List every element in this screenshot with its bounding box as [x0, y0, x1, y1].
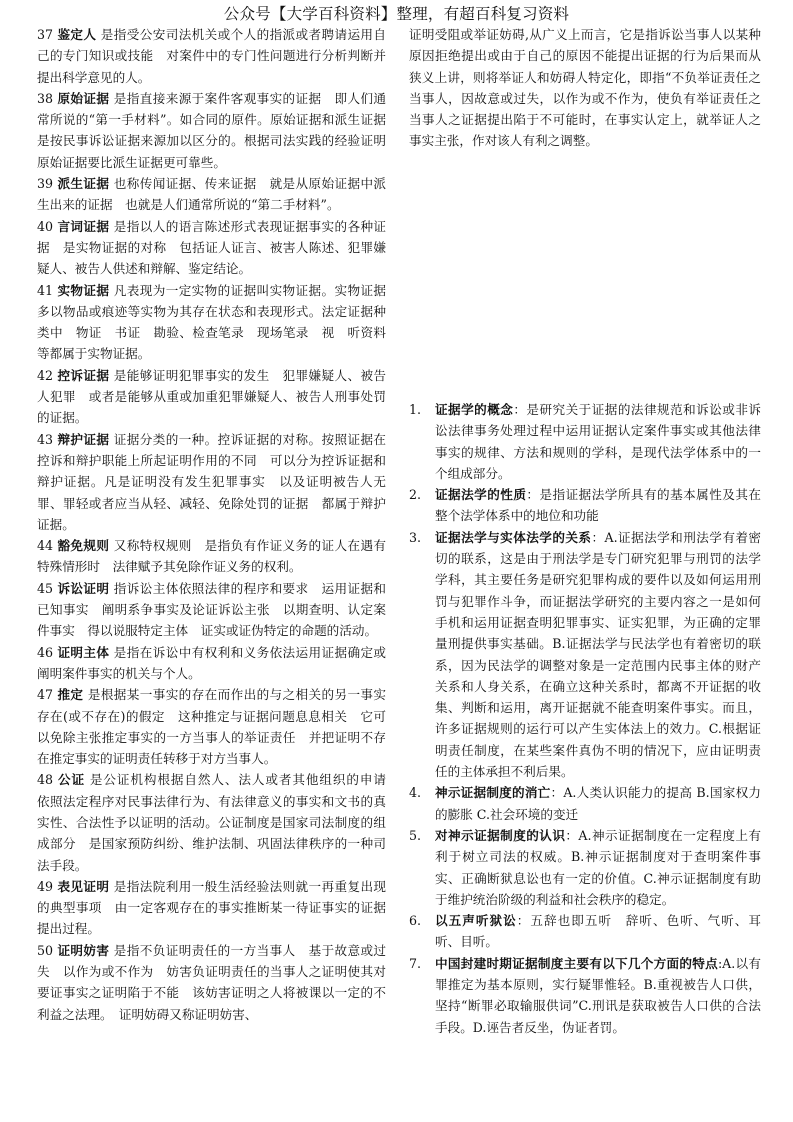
list-item	[409, 825, 761, 910]
glossary-entry	[37, 280, 386, 365]
left-column	[37, 24, 399, 1025]
entry-term: 证明妨害	[57, 942, 110, 958]
entry-term: 原始证据	[57, 90, 110, 106]
list-item-body	[435, 782, 761, 825]
entry-text: 是公证机构根据自然人、法人或者其他组织的申请 依照法定程序对民事法律行为、有法律意义的事实和文书的真实性、合法性予以证明的活动。公证制度是国家司法制度的组成部分 是国家预防纠纷、维护法制、巩固法律秩序的一种司法手段。	[37, 772, 399, 873]
entry-number: 43	[37, 431, 54, 447]
entry-number: 42	[37, 367, 54, 383]
entry-text: 指诉讼主体依照法律的程序和要求 运用证据和已知事实 阐明系争事实及论证诉讼主张 以期查明、认定案件事实 得以说服特定主体 证实或证伪特定的命题的活动。	[37, 580, 387, 639]
entry-text: 也称传闻证据、传来证据 就是从原始证据中派生出来的证据 也就是人们通常所说的“第二手材料”。	[37, 176, 387, 213]
entry-number: 37	[37, 27, 54, 42]
list-item	[409, 399, 761, 484]
list-item-text: :A.以有罪推定为基本原则，实行疑罪惟轻。B.重视被告人口供，坚持“断罪必取输服供词”C.刑讯是获取被告人口供的合法手段。D.诬告者反坐，伪证者罚。	[435, 955, 761, 1035]
entry-term: 鉴定人	[57, 27, 97, 42]
entry-term: 推定	[57, 687, 84, 703]
list-item-text: ：是指证据法学所具有的基本属性及其在整个法学体系中的地位和功能	[435, 487, 762, 524]
entry-number: 46	[37, 644, 54, 660]
right-column-continuation	[409, 24, 761, 152]
list-item-term: 证据学的概念	[435, 402, 514, 417]
list-item-number: 6.	[409, 913, 422, 929]
list-item-text: ：A.人类认识能力的提高 B.国家权力的膨胀 C.社会环境的变迁	[435, 785, 762, 822]
entry-text: 是指不负证明责任的一方当事人 基于故意或过失 以作为或不作为 妨害负证明责任的当事人之证明使其对要证事实之证明陷于不能 该妨害证明之人将被课以一定的不利益之法理。 证明妨碍又称证明妨害、	[37, 942, 387, 1022]
entry-term: 辩护证据	[57, 431, 110, 447]
glossary-entry	[37, 535, 386, 578]
entry-number: 38	[37, 90, 54, 106]
list-item-number: 1.	[409, 402, 422, 417]
entry-text: 证据分类的一种。控诉证据的对称。按照证据在控诉和辩护职能上所起证明作用的不同 可以分为控诉证据和辩护证据。凡是证明没有发生犯罪事实 以及证明被告人无罪、罪轻或者应当从轻、减轻、免除处罚的证据 都属于辩护证据。	[37, 431, 387, 532]
entry-number: 39	[37, 176, 54, 192]
list-item-term: 对神示证据制度的认识	[435, 827, 566, 843]
glossary-entry	[37, 684, 386, 769]
entry-term: 言词证据	[57, 218, 110, 234]
glossary-entry	[37, 365, 386, 429]
list-item	[409, 953, 761, 1038]
entry-term: 表见证明	[57, 878, 110, 894]
entry-text: 是根据某一事实的存在而作出的与之相关的另一事实存在(或不存在)的假定 这种推定与证据问题息息相关 它可以免除主张推定事实的一方当事人的举证责任 并把证明不存在推定事实的证明责任转移于对方当事人。	[37, 687, 387, 767]
list-item-term: 神示证据制度的消亡	[435, 785, 551, 801]
glossary-entry	[37, 429, 386, 535]
entry-term: 实物证据	[57, 282, 110, 298]
entry-text: 是指法院利用一般生活经验法则就一再重复出现的典型事项 由一定客观存在的事实推断某一待证事实的证据提出过程。	[37, 878, 387, 937]
list-item-body	[435, 953, 761, 1038]
entry-text: 是能够证明犯罪事实的发生 犯罪嫌疑人、被告人犯罪 或者是能够从重或加重犯罪嫌疑人、被告人刑事处罚的证据。	[37, 367, 387, 426]
glossary-entry	[37, 216, 386, 280]
entry-number: 49	[37, 878, 54, 894]
list-item-text: ：五辞也即五听 辞听、色听、气听、耳听、目听。	[435, 913, 762, 950]
list-item-number: 2.	[409, 487, 422, 503]
list-item	[409, 527, 761, 783]
list-item	[409, 782, 761, 825]
entry-number: 45	[37, 580, 54, 596]
glossary-entry	[37, 24, 386, 88]
glossary-entry	[37, 642, 386, 685]
list-item-body	[435, 910, 761, 953]
entry-term: 公证	[57, 772, 85, 788]
glossary-entry	[37, 173, 386, 216]
entry-term: 豁免规则	[57, 538, 110, 554]
list-item	[409, 910, 761, 953]
entry-term: 派生证据	[57, 176, 110, 192]
page-header: 公众号【大学百科资料】整理，有超百科复习资料	[223, 5, 570, 23]
entry-number: 48	[37, 772, 54, 788]
entry-text: 是指在诉讼中有权利和义务依法运用证据确定或阐明案件事实的机关与个人。	[37, 644, 387, 681]
list-item-term: 证据法学与实体法学的关系	[435, 529, 592, 545]
list-item-text: ：是研究关于证据的法律规范和诉讼或非诉讼法律事务处理过程中运用证据认定案件事实或其他法律事实的规律、方法和规则的学科，是现代法学体系中的一个组成部分。	[435, 402, 762, 481]
list-item-term: 证据法学的性质	[435, 487, 527, 503]
glossary-entry	[37, 769, 399, 875]
entry-number: 40	[37, 218, 54, 234]
entry-number: 41	[37, 282, 54, 298]
numbered-list	[409, 399, 761, 1038]
list-item-body	[435, 399, 761, 484]
glossary-entry	[37, 876, 386, 940]
list-item-term: 中国封建时期证据制度主要有以下几个方面的特点	[435, 955, 718, 971]
entry-number: 44	[37, 538, 54, 554]
list-item-number: 7.	[409, 955, 422, 971]
glossary-entry	[37, 88, 399, 173]
list-item-body	[435, 527, 761, 783]
list-item-number: 5.	[409, 827, 422, 843]
list-item-text: ：A.证据法学和刑法学有着密切的联系，这是由于刑法学是专门研究犯罪与刑罚的法学学科，其主要任务是研究犯罪构成的要件以及如何运用刑罚与犯罪作斗争，而证据法学研究的主要内容之一是如何手机和运用证据查明犯罪事实、证实犯罪，为正确的定罪量刑提供事实基础。B.证据法学与民法学也有着密切的联系，因为民法学的调整对象是一定范围内民事主体的财产关系和人身关系，在确立这种关系时，都离不开证据的收集、判断和运用，离开证据就不能查明案件事实。而且，许多证据规则的运行可以产生实体法上的效力。C.根据证明责任制度，在某些案件真伪不明的情况下，应由证明责任的主体承担不利后果。	[435, 529, 761, 780]
glossary-entry	[37, 578, 386, 642]
entry-text: 是指以人的语言陈述形式表现证据事实的各种证据 是实物证据的对称 包括证人证言、被害人陈述、犯罪嫌疑人、被告人供述和辩解、鉴定结论。	[37, 218, 387, 277]
glossary-entry	[37, 940, 386, 1025]
entry-term: 证明主体	[57, 644, 110, 660]
list-item-body	[435, 484, 761, 527]
entry-text: 凡表现为一定实物的证据叫实物证据。实物证据多以物品或痕迹等实物为其存在状态和表现形式。法定证据种类中 物证 书证 勘验、检查笔录 现场笔录 视 听资料等都属于实物证据。	[37, 282, 387, 362]
continuation-paragraph: 证明受阻或举证妨碍,从广义上而言，它是指诉讼当事人以某种原因拒绝提出或由于自己的原因不能提出证据的行为后果而从狭义上讲，则将举证人和妨碍人特定化，即指“不负举证责任之当事人，因故意或过失，以作为或不作为，使负有举证责任之当事人之证据提出陷于不可能时，在事实认定上，就举证人之事实主张，作对该人有利之调整。	[409, 27, 761, 149]
list-item-term: 以五声听狱讼	[435, 913, 517, 929]
list-item-body	[435, 825, 761, 910]
entry-term: 控诉证据	[57, 367, 110, 383]
entry-number: 47	[37, 687, 54, 703]
entry-text: 是指直接来源于案件客观事实的证据 即人们通常所说的“第一手材料”。如合同的原件。原始证据和派生证据 是按民事诉讼证据来源加以区分的。根据司法实践的经验证明 原始证据要比派生证据更可靠些。	[37, 90, 399, 170]
entry-text: 又称特权规则 是指负有作证义务的证人在遇有特殊情形时 法律赋予其免除作证义务的权利。	[37, 538, 387, 575]
list-item-number: 3.	[409, 529, 422, 545]
entry-text: 是指受公安司法机关或个人的指派或者聘请运用自己的专门知识或技能 对案件中的专门性问题进行分析判断并提出科学意见的人。	[37, 27, 387, 85]
list-item	[409, 484, 761, 527]
list-item-text: ：A.神示证据制度在一定程度上有利于树立司法的权威。B.神示证据制度对于查明案件事实、正确断狱息讼也有一定的价值。C.神示证据制度有助于维护统治阶级的利益和社会秩序的稳定。	[435, 827, 761, 907]
list-item-number: 4.	[409, 785, 422, 801]
entry-number: 50	[37, 942, 54, 958]
entry-term: 诉讼证明	[57, 580, 110, 596]
